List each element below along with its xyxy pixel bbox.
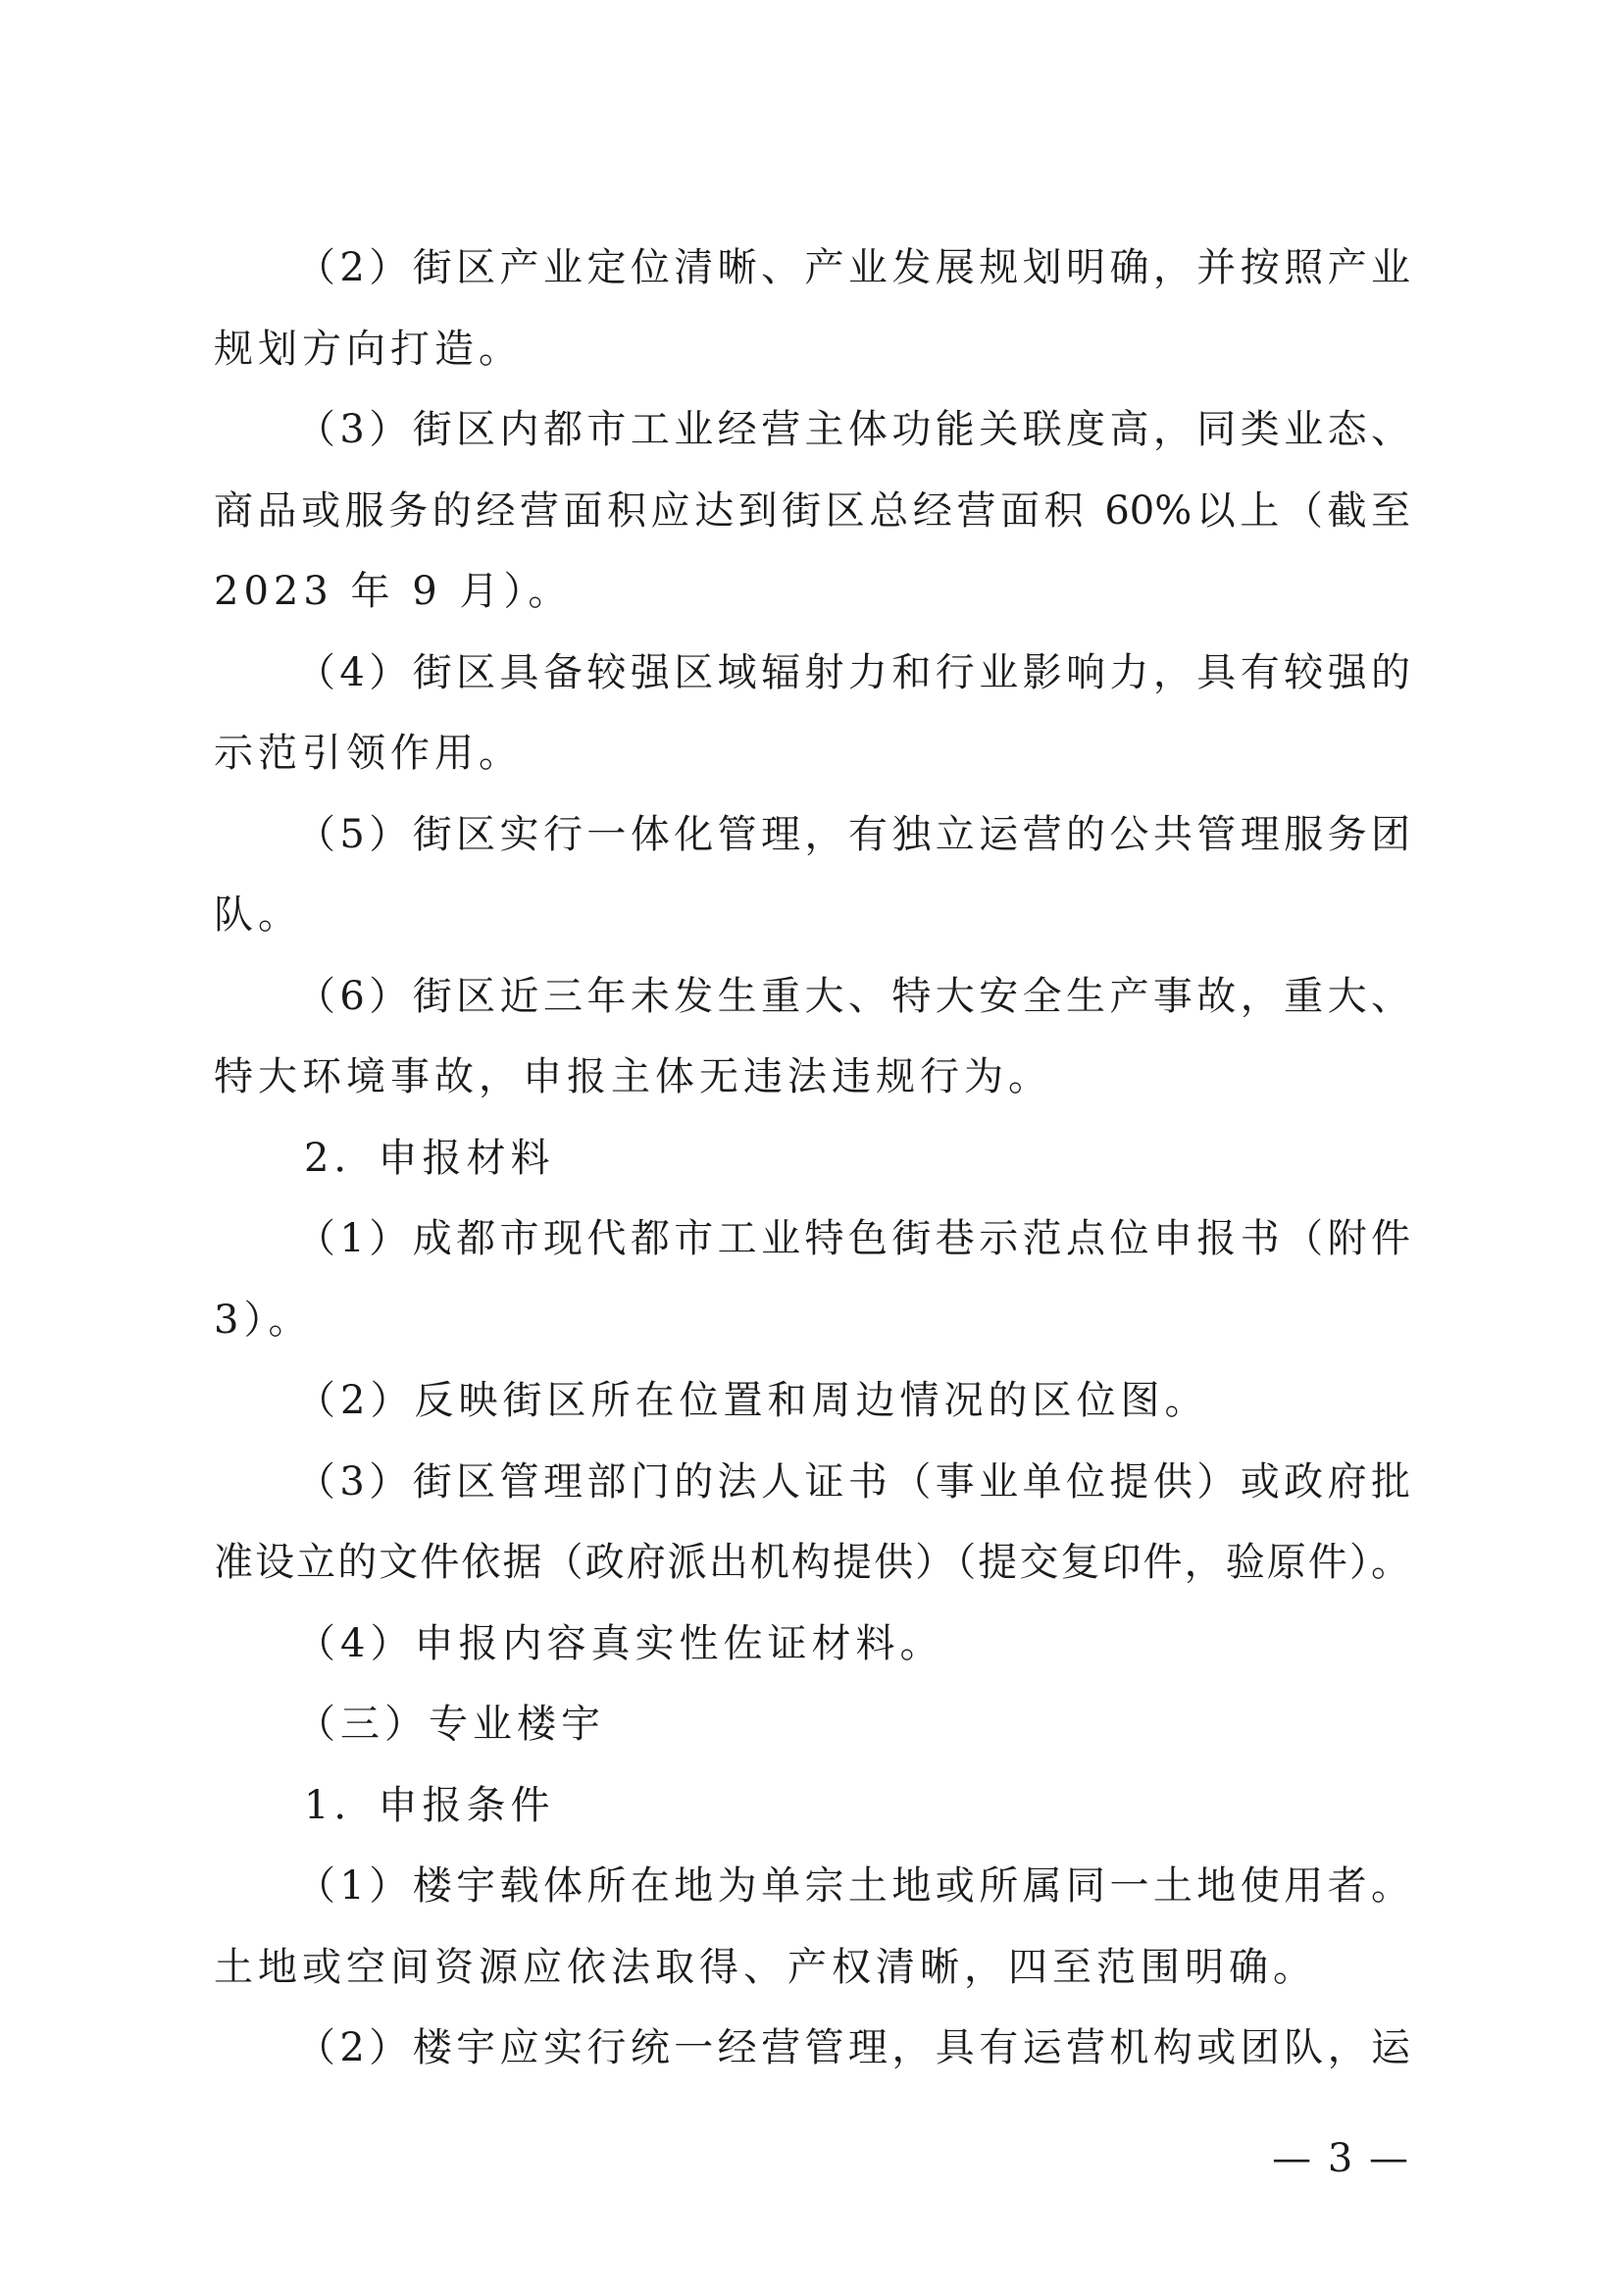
- paragraph-line: 准设立的文件依据（政府派出机构提供）（提交复印件，验原件）。: [214, 1540, 1410, 1585]
- paragraph-line: （2）楼宇应实行统一经营管理，具有运营机构或团队，运: [296, 2025, 1410, 2070]
- paragraph-line: （5）街区实行一体化管理，有独立运营的公共管理服务团: [296, 811, 1410, 857]
- paragraph-line: 商品或服务的经营面积应达到街区总经营面积 60%以上（截至: [214, 487, 1410, 534]
- paragraph-line: 3）。: [214, 1297, 313, 1343]
- paragraph-line: （3）街区内都市工业经营主体功能关联度高，同类业态、: [296, 407, 1410, 452]
- body-text: [214, 228, 1410, 2089]
- page-number: — 3 —: [1272, 2136, 1410, 2181]
- paragraph-line: （4）申报内容真实性佐证材料。: [296, 1620, 944, 1666]
- paragraph-line: 特大环境事故，申报主体无违法违规行为。: [214, 1054, 1052, 1099]
- paragraph-line: （1）楼宇载体所在地为单宗土地或所属同一土地使用者。: [296, 1863, 1410, 1909]
- paragraph-line: （6）街区近三年未发生重大、特大安全生产事故，重大、: [296, 973, 1410, 1019]
- paragraph-line: （2）街区产业定位清晰、产业发展规划明确，并按照产业: [296, 245, 1410, 290]
- paragraph-line: 规划方向打造。: [214, 326, 523, 372]
- section-heading: 2．申报材料: [304, 1135, 555, 1181]
- paragraph-line: （4）街区具备较强区域辐射力和行业影响力，具有较强的: [296, 649, 1410, 695]
- paragraph-line: 队。: [214, 892, 302, 938]
- paragraph-line: （3）街区管理部门的法人证书（事业单位提供）或政府批: [296, 1458, 1410, 1504]
- paragraph-line: （1）成都市现代都市工业特色街巷示范点位申报书（附件: [296, 1216, 1410, 1261]
- section-heading: （三）专业楼宇: [296, 1702, 605, 1747]
- section-heading: 1．申报条件: [304, 1782, 555, 1828]
- paragraph-line: （2）反映街区所在位置和周边情况的区位图。: [296, 1378, 1209, 1423]
- paragraph-line: 示范引领作用。: [214, 731, 523, 776]
- paragraph-line: 2023 年 9 月）。: [214, 569, 573, 614]
- paragraph-line: 土地或空间资源应依法取得、产权清晰，四至范围明确。: [214, 1944, 1317, 1990]
